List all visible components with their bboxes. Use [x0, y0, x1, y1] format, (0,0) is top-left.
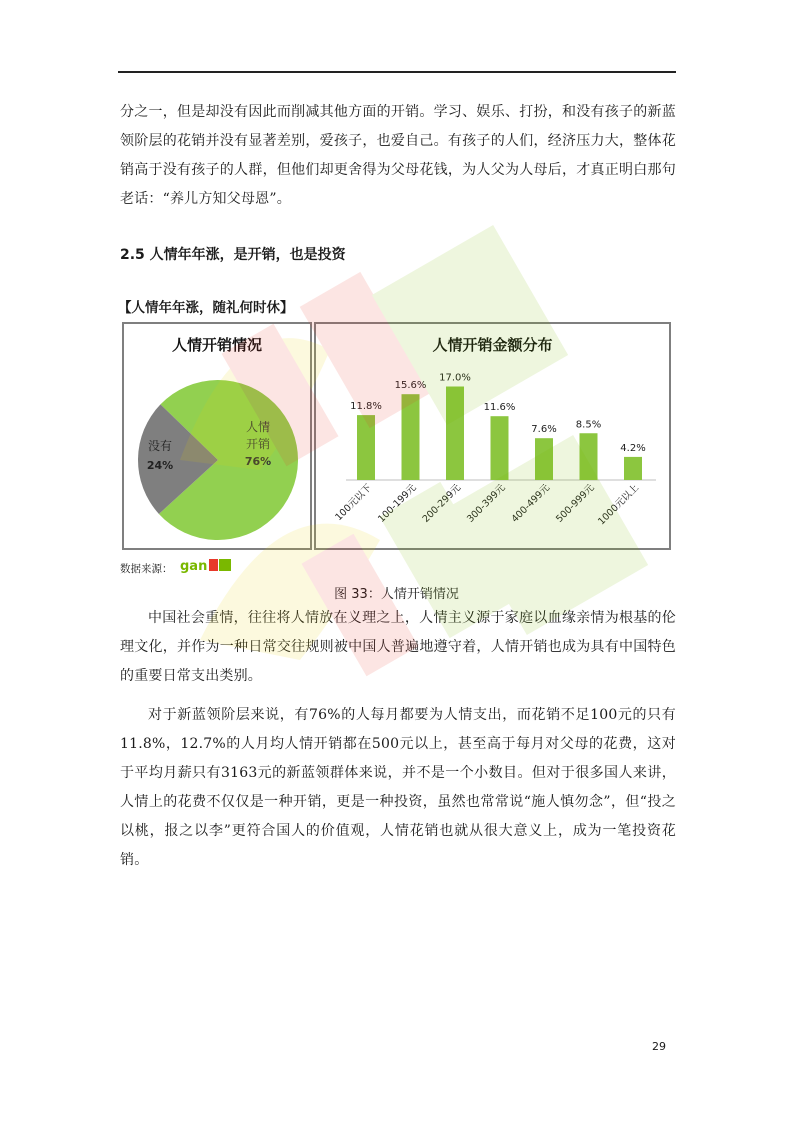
pie-value-spending: 76%	[244, 455, 272, 468]
pie-label-none: 没有	[147, 439, 173, 453]
pie-value-none: 24%	[146, 459, 174, 472]
bar-6	[624, 457, 642, 480]
bar-value-label-5: 8.5%	[575, 419, 602, 431]
figure-caption: 图 33：人情开销情况	[334, 587, 459, 602]
bar-category-label-1: 100-199元	[376, 482, 419, 525]
pie-chart-panel	[122, 322, 312, 550]
bar-category-label-6: 1000元以上	[596, 482, 642, 528]
ganji-logo	[180, 557, 234, 573]
bar-value-label-3: 11.6%	[483, 402, 516, 414]
bar-2	[446, 387, 464, 481]
pie-label-spending-line1: 人情	[245, 420, 271, 434]
bar-4	[535, 438, 553, 480]
bar-category-label-3: 300-399元	[465, 482, 508, 525]
paragraph-renqing-culture: 中国社会重情，往往将人情放在义理之上，人情主义源于家庭以血缘亲情为根基的伦理文化，并作为一种日常交往规则被中国人普遍地遵守着，人情开销也成为具有中国特色的重要日常支出类别。	[120, 610, 676, 684]
data-source-label: 数据来源：	[120, 563, 173, 575]
bar-value-label-2: 17.0%	[439, 372, 471, 384]
page-number: 29	[652, 1040, 666, 1053]
bar-value-label-4: 7.6%	[531, 424, 557, 436]
paragraph-intro: 分之一，但是却没有因此而削减其他方面的开销。学习、娱乐、打扮，和没有孩子的新蓝领阶层的花销并没有显著差别，爱孩子，也爱自己。有孩子的人们，经济压力大，整体花销高于没有孩子的人群，但他们却更舍得为父母花钱，为人父为人母后，才真正明白那句老话：“养儿方知父母恩”。	[120, 104, 676, 207]
bar-chart-panel	[314, 322, 671, 550]
pie-chart	[124, 324, 310, 548]
bar-chart	[316, 324, 669, 548]
bar-3	[491, 416, 509, 480]
pie-label-spending-line2: 开销	[245, 437, 271, 451]
bar-0	[357, 415, 375, 480]
bar-category-label-5: 500-999元	[554, 482, 597, 525]
bar-value-label-6: 4.2%	[620, 442, 646, 454]
logo-text: gan	[180, 559, 208, 573]
pie-chart-title: 人情开销情况	[171, 336, 262, 354]
header-rule	[118, 71, 676, 73]
figure-subheading: 【人情年年涨，随礼何时休】	[118, 300, 294, 316]
bar-chart-title: 人情开销金额分布	[432, 336, 553, 354]
bar-value-label-0: 11.8%	[350, 401, 382, 413]
bar-1	[402, 394, 420, 480]
paragraph-new-bluecollar: 对于新蓝领阶层来说，有76%的人每月都要为人情支出，而花销不足100元的只有11.8%，12.7%的人月均人情开销都在500元以上，甚至高于每月对父母的花费，这对于平均月薪只有3163元的新蓝领群体来说，并不是一个小数目。但对于很多国人来讲，人情上的花费不仅仅是一种开销，更是一种投资，虽然也常常说“施人慎勿念”，但“投之以桃，报之以李”更符合国人的价值观，人情花销也就从很大意义上，成为一笔投资花销。	[120, 707, 676, 868]
bar-value-label-1: 15.6%	[394, 380, 427, 392]
bar-category-label-0: 100元以下	[333, 482, 375, 524]
section-heading: 2.5 人情年年涨，是开销，也是投资	[120, 247, 346, 263]
bar-category-label-2: 200-299元	[420, 482, 464, 525]
bar-5	[580, 433, 598, 480]
bar-category-label-4: 400-499元	[509, 482, 553, 525]
